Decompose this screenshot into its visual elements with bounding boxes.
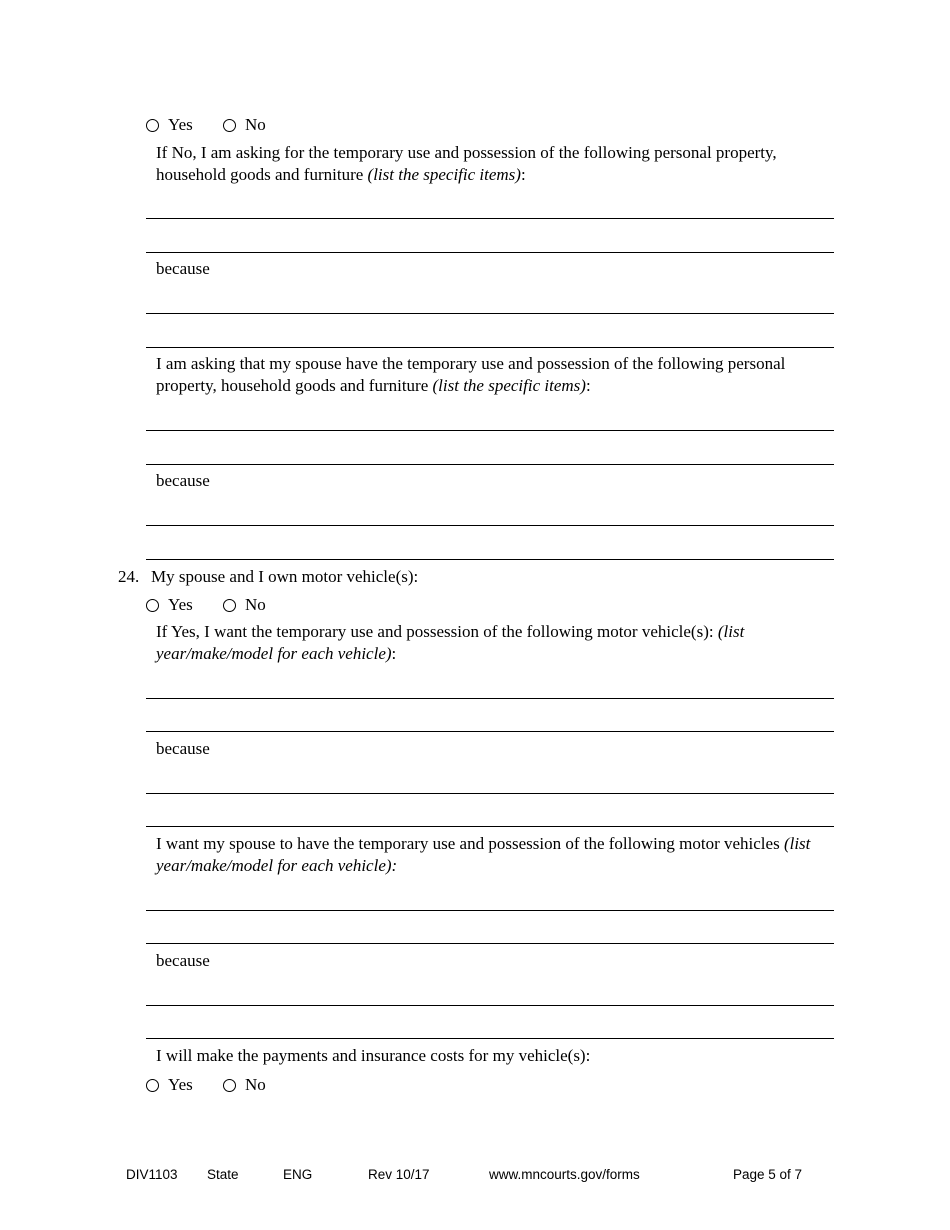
vehicle-items-line-2[interactable] xyxy=(146,731,834,732)
footer-website-link[interactable]: www.mncourts.gov/forms xyxy=(489,1167,640,1182)
payments-question-text: I will make the payments and insurance costs for my vehicle(s): xyxy=(156,1046,591,1065)
footer-scope: State xyxy=(207,1167,239,1182)
radio-no-property-label: No xyxy=(245,115,266,134)
property-items-line-1[interactable] xyxy=(146,218,834,219)
property-reason-line-2[interactable] xyxy=(146,347,834,348)
spouse-property-line-2[interactable] xyxy=(146,464,834,465)
vehicle-items-line-1[interactable] xyxy=(146,698,834,699)
footer-page-number: Page 5 of 7 xyxy=(733,1167,803,1182)
radio-yes-vehicles-label: Yes xyxy=(168,595,193,614)
property-items-line-2[interactable] xyxy=(146,252,834,253)
spouse-property-line-1[interactable] xyxy=(146,430,834,431)
spouse-vehicles-text: I want my spouse to have the temporary use and possession of the following motor vehicles (list year/make/model for each vehicle): xyxy=(156,834,811,875)
radio-no-payments[interactable] xyxy=(223,1079,236,1092)
footer-language: ENG xyxy=(283,1167,313,1182)
spouse-vehicle-reason-line-2[interactable] xyxy=(146,1038,834,1039)
if-no-property-text: If No, I am asking for the temporary use and possession of the following personal property, household goods and furniture (list the specific items): xyxy=(156,143,777,184)
because-label: because xyxy=(156,259,210,278)
spouse-property-reason-line-1[interactable] xyxy=(146,525,834,526)
because-label: because xyxy=(156,951,210,970)
footer-form-id: DIV1103 xyxy=(126,1167,178,1182)
spouse-vehicle-line-1[interactable] xyxy=(146,910,834,911)
spouse-vehicle-line-2[interactable] xyxy=(146,943,834,944)
property-reason-line-1[interactable] xyxy=(146,313,834,314)
radio-yes-property[interactable] xyxy=(146,119,159,132)
spouse-vehicle-reason-line-1[interactable] xyxy=(146,1005,834,1006)
radio-no-vehicles-label: No xyxy=(245,595,266,614)
because-label: because xyxy=(156,471,210,490)
vehicle-reason-line-1[interactable] xyxy=(146,793,834,794)
radio-no-payments-label: No xyxy=(245,1075,266,1094)
radio-yes-property-label: Yes xyxy=(168,115,193,134)
radio-no-property[interactable] xyxy=(223,119,236,132)
radio-yes-vehicles[interactable] xyxy=(146,599,159,612)
if-yes-vehicles-text: If Yes, I want the temporary use and possession of the following motor vehicle(s): (list year/make/model for each vehicle): xyxy=(156,622,745,663)
spouse-property-text: I am asking that my spouse have the temporary use and possession of the following personal property, household goods and furniture (list the specific items): xyxy=(156,354,786,395)
question-24-text: My spouse and I own motor vehicle(s): xyxy=(151,567,419,586)
footer-revision: Rev 10/17 xyxy=(368,1167,430,1182)
because-label: because xyxy=(156,739,210,758)
question-24-number: 24. xyxy=(118,567,140,586)
vehicle-reason-line-2[interactable] xyxy=(146,826,834,827)
spouse-property-reason-line-2[interactable] xyxy=(146,559,834,560)
radio-no-vehicles[interactable] xyxy=(223,599,236,612)
radio-yes-payments[interactable] xyxy=(146,1079,159,1092)
radio-yes-payments-label: Yes xyxy=(168,1075,193,1094)
